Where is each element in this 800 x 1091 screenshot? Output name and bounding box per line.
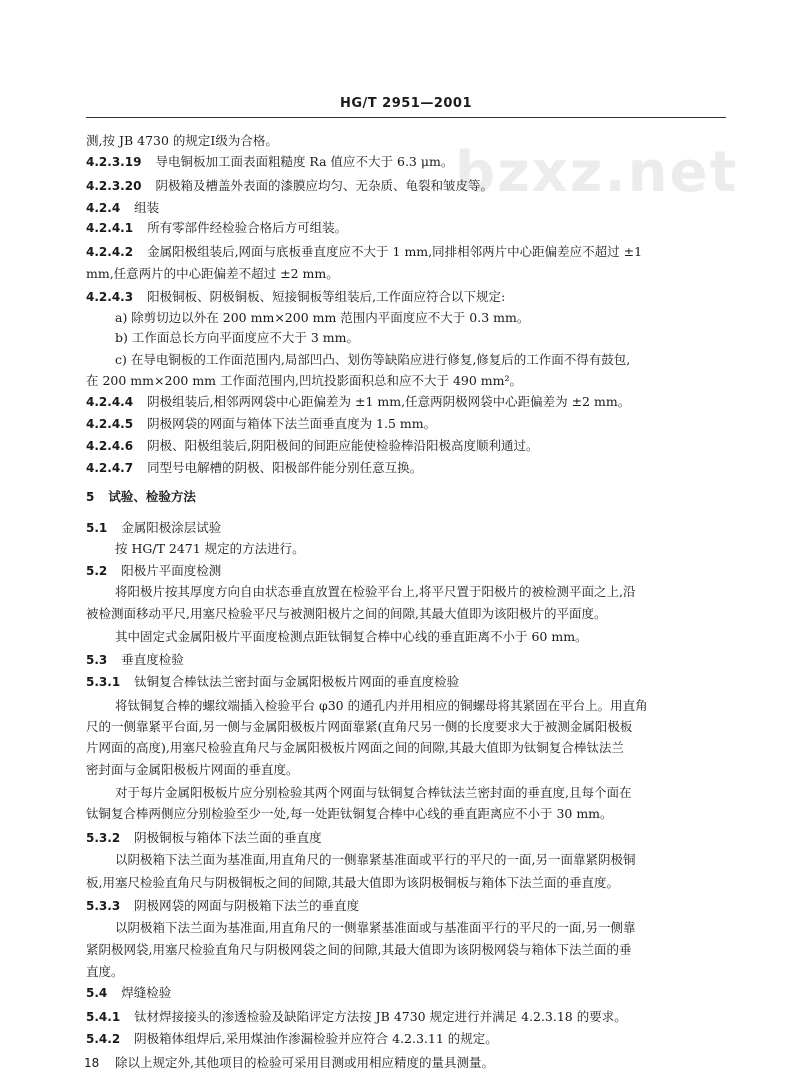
clause-text: 在 200 mm×200 mm 工作面范围内,凹坑投影面积总和应不大于 490 mm²。 <box>86 373 522 388</box>
text-line <box>86 373 522 389</box>
page-number: 18 <box>84 1056 100 1070</box>
clause-text: 紧阴极网袋,用塞尺检验直角尺与阴极网袋之间的间隙,其最大值即为该阴极网袋与箱体下法兰面的垂 <box>86 942 632 957</box>
clause-number: 4.2.4.3 <box>86 290 134 304</box>
text-line <box>86 200 159 216</box>
text-line <box>115 1055 494 1071</box>
text-line <box>115 852 635 868</box>
clause-text: 钛铜复合棒钛法兰密封面与金属阳极板片网面的垂直度检验 <box>134 674 460 689</box>
text-line <box>86 489 196 505</box>
clause-number: 5.3.1 <box>86 675 121 689</box>
clause-text: 阴极网袋的网面与阴极箱下法兰的垂直度 <box>134 898 360 913</box>
clause-text: 阴极箱及槽盖外表面的漆膜应均匀、无杂质、龟裂和皱皮等。 <box>155 178 493 193</box>
text-line <box>86 762 299 778</box>
text-line <box>86 133 278 149</box>
text-line <box>86 985 171 1001</box>
clause-number: 5.3.3 <box>86 899 121 913</box>
text-line <box>86 740 624 756</box>
clause-text: 密封面与金属阳极板片网面的垂直度。 <box>86 762 299 777</box>
clause-text: 金属阳极涂层试验 <box>121 520 222 535</box>
text-line <box>86 178 493 194</box>
text-line <box>115 698 648 714</box>
text-line <box>86 520 221 536</box>
text-line <box>86 964 124 980</box>
text-line <box>86 719 632 735</box>
text-line <box>115 352 630 368</box>
clause-text: 导电铜板加工面表面粗糙度 Ra 值应不大于 6.3 μm。 <box>155 154 454 169</box>
text-line <box>86 652 184 668</box>
text-line <box>86 289 505 305</box>
clause-number: 4.2.4.7 <box>86 461 134 475</box>
page-header-standard-number: HG/T 2951—2001 <box>339 96 473 111</box>
watermark: bzxz.net <box>455 140 739 205</box>
text-line <box>86 898 359 914</box>
clause-number: 4.2.4.5 <box>86 417 134 431</box>
text-line <box>86 394 630 410</box>
text-line <box>86 563 221 579</box>
text-line <box>86 266 339 282</box>
clause-number: 5.3 <box>86 653 108 667</box>
text-line <box>115 629 588 645</box>
clause-number: 4.2.4 <box>86 201 121 215</box>
text-line <box>86 244 642 260</box>
text-line <box>86 674 459 690</box>
clause-text: 将阳极片按其厚度方向自由状态垂直放置在检验平台上,将平尺置于阳极片的被检测平面之上,沿 <box>115 584 636 599</box>
clause-text: 焊缝检验 <box>121 985 172 1000</box>
clause-text: 钛铜复合棒两侧应分别检验至少一处,每一处距钛铜复合棒中心线的垂直距离应不小于 30 mm。 <box>86 806 613 821</box>
clause-text: 阴极铜板与箱体下法兰面的垂直度 <box>134 830 322 845</box>
clause-text: c) 在导电铜板的工作面范围内,局部凹凸、划伤等缺陷应进行修复,修复后的工作面不得有鼓包, <box>115 352 631 367</box>
text-line <box>86 1031 498 1047</box>
clause-text: a) 除剪切边以外在 200 mm×200 mm 范围内平面度应不大于 0.3 mm。 <box>115 310 530 325</box>
clause-text: 以阴极箱下法兰面为基准面,用直角尺的一侧靠紧基准面或平行的平尺的一面,另一面靠紧阴极铜 <box>115 852 636 867</box>
clause-text: 金属阳极组装后,网面与底板垂直度应不大于 1 mm,同排相邻两片中心距偏差应不超过 ±1 <box>147 244 643 259</box>
clause-number: 4.2.4.6 <box>86 439 134 453</box>
text-line <box>86 606 606 622</box>
clause-text: 尺的一侧靠紧平台面,另一侧与金属阳极板片网面靠紧(直角尺另一侧的长度要求大于被测金属阳极板 <box>86 719 633 734</box>
clause-text: 板,用塞尺检验直角尺与阴极铜板之间的间隙,其最大值即为该阴极铜板与箱体下法兰面的垂直度。 <box>86 875 619 890</box>
clause-text: 对于每片金属阳极板片应分别检验其两个网面与钛铜复合棒钛法兰密封面的垂直度,且每个面在 <box>115 785 632 800</box>
clause-text: b) 工作面总长方向平面度应不大于 3 mm。 <box>115 330 359 345</box>
text-line <box>86 154 453 170</box>
clause-number: 4.2.3.20 <box>86 179 142 193</box>
clause-text: 阴极网袋的网面与箱体下法兰面垂直度为 1.5 mm。 <box>147 416 437 431</box>
text-line <box>86 438 539 454</box>
clause-text: 所有零部件经检验合格后方可组装。 <box>147 220 348 235</box>
text-line <box>86 942 631 958</box>
text-line <box>86 416 436 432</box>
clause-text: 测,按 JB 4730 的规定Ⅰ级为合格。 <box>86 133 278 148</box>
clause-text: 除以上规定外,其他项目的检验可采用目测或用相应精度的量具测量。 <box>115 1055 494 1070</box>
clause-text: 同型号电解槽的阴极、阳极部件能分别任意互换。 <box>147 460 423 475</box>
text-line <box>86 806 613 822</box>
clause-text: 阴极箱体组焊后,采用煤油作渗漏检验并应符合 4.2.3.11 的规定。 <box>134 1031 498 1046</box>
text-line <box>86 830 322 846</box>
text-line <box>86 220 347 236</box>
clause-text: 其中固定式金属阳极片平面度检测点距钛铜复合棒中心线的垂直距离不小于 60 mm。 <box>115 629 588 644</box>
clause-text: 钛材焊接接头的渗透检验及缺陷评定方法按 JB 4730 规定进行并满足 4.2.3.18 的要求。 <box>134 1009 627 1024</box>
clause-number: 5.4 <box>86 986 108 1000</box>
clause-text: 垂直度检验 <box>121 652 184 667</box>
text-line <box>115 330 359 346</box>
clause-number: 4.2.4.1 <box>86 221 134 235</box>
text-line <box>115 584 635 600</box>
clause-text: 被检测面移动平尺,用塞尺检验平尺与被测阳极片之间的间隙,其最大值即为该阳极片的平面度。 <box>86 606 607 621</box>
clause-text: mm,任意两片的中心距偏差不超过 ±2 mm。 <box>86 266 339 281</box>
text-line <box>86 1009 627 1025</box>
clause-text: 阴极、阳极组装后,阴阳极间的间距应能使检验棒沿阳极高度顺利通过。 <box>147 438 539 453</box>
clause-text: 阴极组装后,相邻两网袋中心距偏差为 ±1 mm,任意两阴极网袋中心距偏差为 ±2 mm。 <box>147 394 631 409</box>
text-line <box>115 310 529 326</box>
clause-text: 试验、检验方法 <box>108 489 196 504</box>
clause-number: 5.4.1 <box>86 1010 121 1024</box>
clause-text: 按 HG/T 2471 规定的方法进行。 <box>115 541 305 556</box>
text-line <box>115 541 305 557</box>
clause-text: 以阴极箱下法兰面为基准面,用直角尺的一侧靠紧基准面或与基准面平行的平尺的一面,另一侧靠 <box>115 920 636 935</box>
clause-number: 5 <box>86 490 95 504</box>
header-rule <box>86 117 726 118</box>
clause-number: 5.4.2 <box>86 1032 121 1046</box>
clause-text: 将钛铜复合棒的螺纹端插入检验平台 φ30 的通孔内并用相应的铜螺母将其紧固在平台上。用直角 <box>115 698 648 713</box>
clause-number: 4.2.3.19 <box>86 155 142 169</box>
clause-text: 直度。 <box>86 964 124 979</box>
clause-text: 阳极铜板、阴极铜板、短接铜板等组装后,工作面应符合以下规定: <box>147 289 506 304</box>
clause-number: 5.3.2 <box>86 831 121 845</box>
text-line <box>86 875 619 891</box>
clause-number: 4.2.4.2 <box>86 245 134 259</box>
clause-number: 4.2.4.4 <box>86 395 134 409</box>
clause-number: 5.1 <box>86 521 108 535</box>
text-line <box>115 920 635 936</box>
text-line <box>115 785 631 801</box>
clause-text: 组装 <box>134 200 160 215</box>
clause-text: 片网面的高度),用塞尺检验直角尺与金属阳极板片网面之间的间隙,其最大值即为钛铜复合棒钛法兰 <box>86 740 624 755</box>
text-line <box>86 460 422 476</box>
clause-number: 5.2 <box>86 564 108 578</box>
clause-text: 阳极片平面度检测 <box>121 563 222 578</box>
